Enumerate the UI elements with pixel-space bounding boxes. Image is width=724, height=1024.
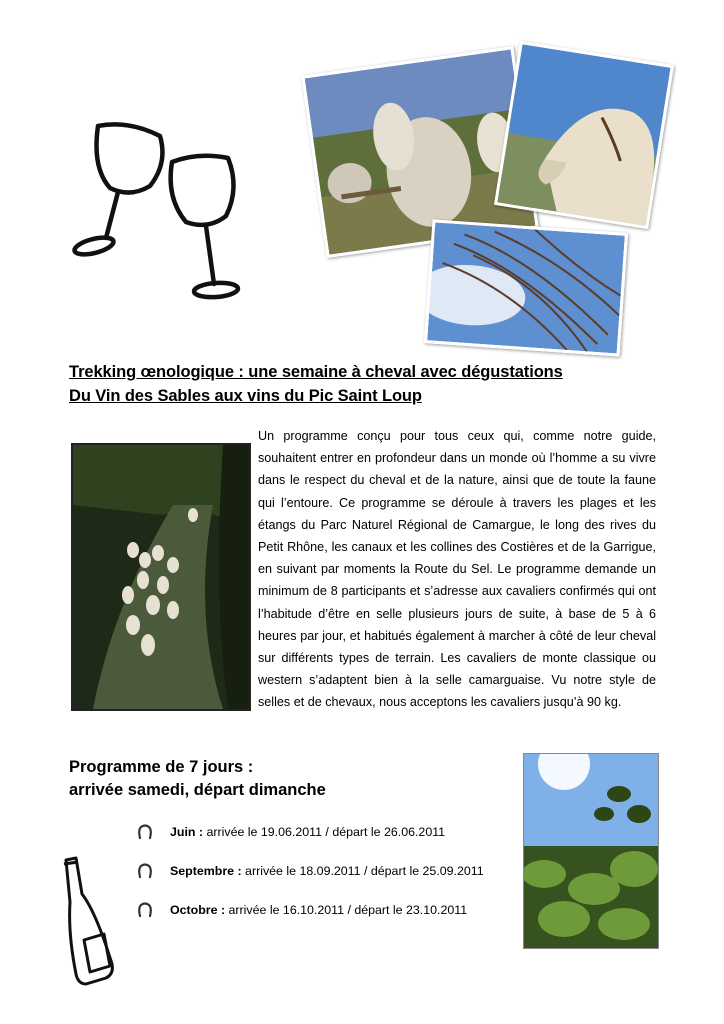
intro-paragraph: Un programme conçu pour tous ceux qui, comme notre guide, souhaitent entrer en profondeur dans un monde où l’homme a su vivre dans le respect du cheval et de la nature, ainsi que de toute la faune qui l’entoure. Ce programme se déroule à travers les plages et les étangs du Parc Naturel Régional de Camargue, le long des rives du Petit Rhône, les canaux et les collines des Costières et de la Garrigue, en suivant par moments la Route du Sel. Le programme demande un minimum de 8 participants et s’adresse aux cavaliers confirmés qui ont l’habitude d’être en selle plusieurs jours de suite, à base de 5 à 6 heures par jour, et habitués également à marcher à côté de leur cheval sur différents types de terrain. Les cavaliers de monte classique ou western s’adaptent bien à la selle camarguaise. Vu notre style de selles et de chevaux, nous acceptons les cavaliers jusqu’à 90 kg.	[258, 429, 656, 710]
page-title	[69, 360, 669, 408]
wine-glasses-icon	[68, 118, 244, 303]
reeds-photo	[424, 219, 628, 356]
river-ride-photo	[71, 443, 251, 711]
date-month-june: Juin :	[170, 825, 204, 839]
date-row-june	[137, 823, 557, 841]
horseshoe-icon	[137, 863, 153, 879]
date-text-october: arrivée le 16.10.2011 / départ le 23.10.2011	[225, 903, 468, 917]
horse-portrait-photo	[494, 41, 674, 229]
programme-title-line-2: arrivée samedi, départ dimanche	[69, 781, 326, 799]
date-row-october	[137, 901, 557, 919]
date-text-june: arrivée le 19.06.2011 / départ le 26.06.2011	[203, 825, 446, 839]
date-month-september: Septembre :	[170, 864, 242, 878]
programme-title-line-1: Programme de 7 jours :	[69, 758, 254, 776]
title-line-2: Du Vin des Sables aux vins du Pic Saint Loup	[69, 387, 422, 405]
title-line-1: Trekking œnologique : une semaine à cheval avec dégustations	[69, 363, 563, 381]
programme-title	[69, 756, 409, 802]
vineyard-photo	[523, 753, 659, 949]
date-text-september: arrivée le 18.09.2011 / départ le 25.09.2011	[241, 864, 484, 878]
date-row-september	[137, 862, 557, 880]
horseshoe-icon	[137, 824, 153, 840]
horseshoe-icon	[137, 902, 153, 918]
date-month-october: Octobre :	[170, 903, 226, 917]
wine-bottle-icon	[56, 854, 126, 989]
